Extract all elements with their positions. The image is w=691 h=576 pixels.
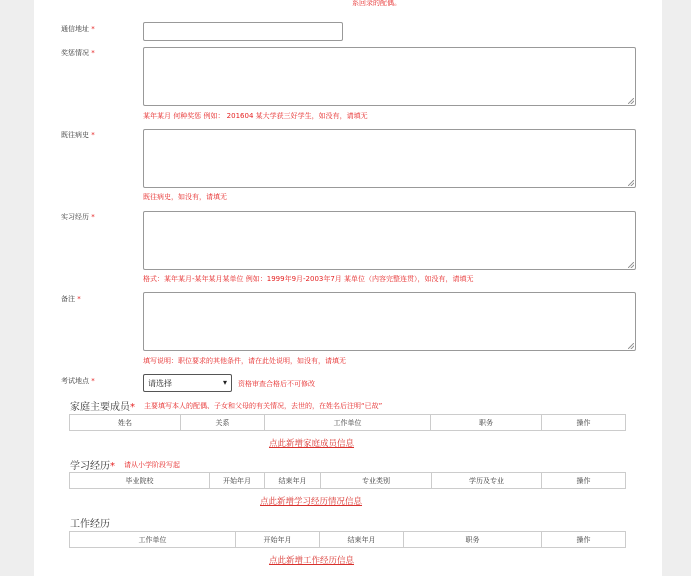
family-section-title: 家庭主要成员* xyxy=(70,402,135,413)
family-table-header xyxy=(70,415,626,431)
resize-grip-icon[interactable] xyxy=(628,262,634,268)
column-header: 姓名 xyxy=(70,415,181,431)
form-panel xyxy=(34,0,662,576)
exam-location-select[interactable] xyxy=(143,374,232,392)
column-header: 结束年月 xyxy=(265,473,321,489)
exam-location-label: 考试地点 * xyxy=(61,377,95,385)
resize-grip-icon[interactable] xyxy=(628,98,634,104)
column-header: 操作 xyxy=(542,473,626,489)
internship-hint: 格式：某年某月-某年某月某单位 例如：1999年9月-2003年7月 某单位（内容完整连贯），如没有，请填无 xyxy=(143,275,474,283)
awards-label: 奖惩情况 * xyxy=(61,49,95,57)
column-header: 开始年月 xyxy=(236,532,320,548)
work-table-header xyxy=(70,532,626,548)
resize-grip-icon[interactable] xyxy=(628,343,634,349)
exam-location-selected: 请选择 xyxy=(148,379,172,388)
add-education-link[interactable]: 点此新增学习经历情况信息 xyxy=(260,497,363,507)
remarks-hint: 填写说明：职位要求的其他条件，请在此处说明，如没有，请填无 xyxy=(143,357,346,365)
add-work-experience-link[interactable]: 点此新增工作经历信息 xyxy=(269,556,355,566)
column-header: 职务 xyxy=(431,415,542,431)
awards-textarea[interactable] xyxy=(143,47,636,106)
top-notice: 系回录的配偶。 xyxy=(352,0,401,7)
medical-textarea[interactable] xyxy=(143,129,636,188)
family-note: 主要填写本人的配偶、子女和父母的有关情况，去世的，在姓名后注明“已故” xyxy=(144,402,383,410)
family-table xyxy=(69,414,626,431)
column-header: 职务 xyxy=(404,532,542,548)
internship-textarea[interactable] xyxy=(143,211,636,270)
column-header: 毕业院校 xyxy=(70,473,210,489)
remarks-label: 备注 * xyxy=(61,295,81,303)
add-family-member-link[interactable]: 点此新增家庭成员信息 xyxy=(269,439,355,449)
work-section-title: 工作经历 xyxy=(70,519,110,530)
remarks-textarea[interactable] xyxy=(143,292,636,351)
address-input[interactable] xyxy=(143,22,343,41)
column-header: 开始年月 xyxy=(210,473,265,489)
education-table xyxy=(69,472,626,489)
address-label: 通信地址 * xyxy=(61,25,95,33)
education-section-title: 学习经历* xyxy=(70,461,115,472)
education-table-header xyxy=(70,473,626,489)
column-header: 工作单位 xyxy=(265,415,431,431)
medical-hint: 既往病史，如没有，请填无 xyxy=(143,193,227,201)
column-header: 学历及专业 xyxy=(432,473,542,489)
work-table xyxy=(69,531,626,548)
column-header: 操作 xyxy=(542,415,626,431)
column-header: 关系 xyxy=(181,415,265,431)
resize-grip-icon[interactable] xyxy=(628,180,634,186)
education-note: 请从小学阶段写起 xyxy=(124,461,180,469)
chevron-down-icon: ▾ xyxy=(222,378,227,387)
medical-label: 既往病史 * xyxy=(61,131,95,139)
column-header: 操作 xyxy=(542,532,626,548)
exam-location-hint: 资格审查合格后不可修改 xyxy=(238,380,315,388)
column-header: 工作单位 xyxy=(70,532,236,548)
column-header: 结束年月 xyxy=(320,532,404,548)
awards-hint: 某年某月 何种奖惩 例如： 201604 某大学获三好学生，如没有，请填无 xyxy=(143,112,368,120)
column-header: 专业类别 xyxy=(321,473,432,489)
internship-label: 实习经历 * xyxy=(61,213,95,221)
